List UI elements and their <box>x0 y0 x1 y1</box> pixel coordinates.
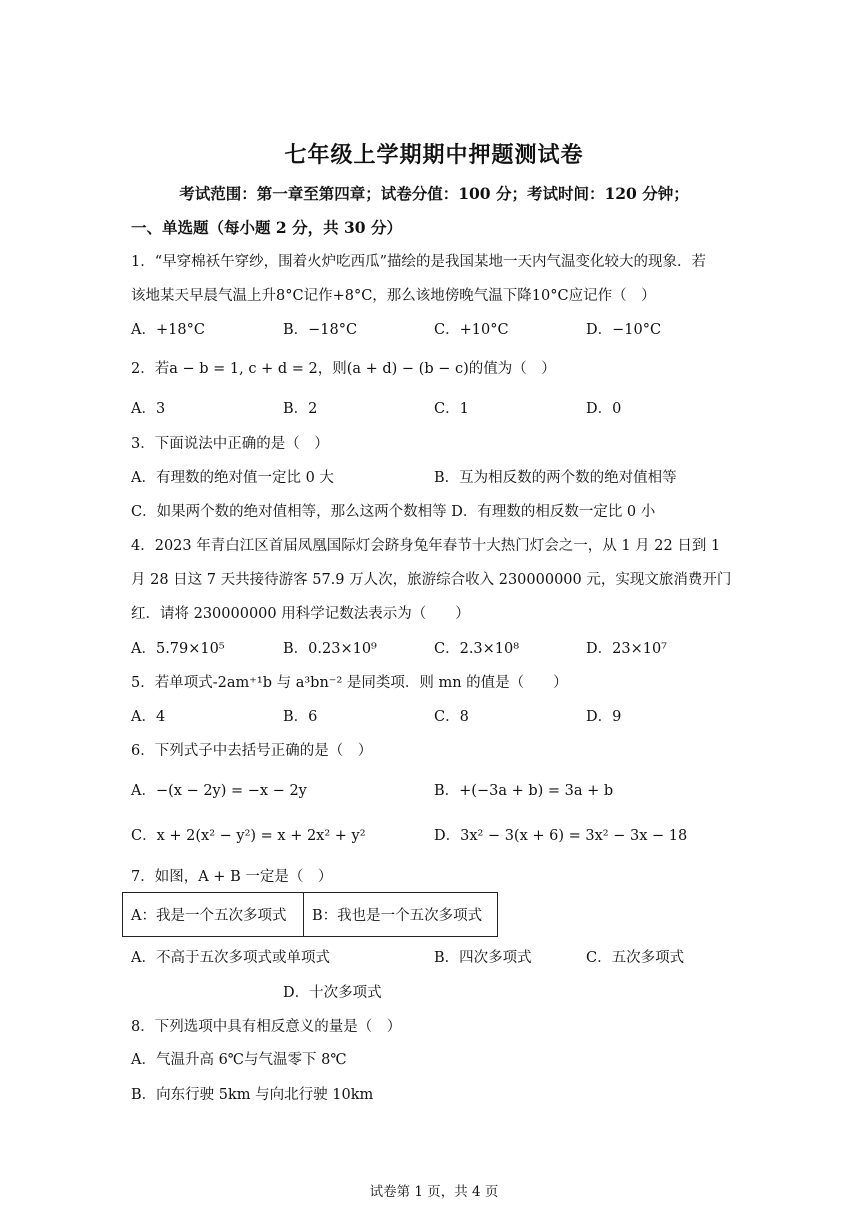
q5-stem: 5．若单项式-2am⁺¹b 与 a³bn⁻² 是同类项．则 mn 的值是（ ） <box>131 675 568 691</box>
q7-option-b: B．四次多项式 <box>434 950 532 966</box>
q2-stem: 2．若a − b = 1, c + d = 2，则(a + d) − (b − c)的值为（ ） <box>131 361 556 377</box>
q5-option-c: C．8 <box>434 709 469 725</box>
exam-info: 考试范围：第一章至第四章；试卷分值：100 分；考试时间：120 分钟； <box>179 184 689 203</box>
q4-option-d: D．23×10⁷ <box>586 641 667 657</box>
q3-stem: 3．下面说法中正确的是（ ） <box>131 436 329 452</box>
q5-option-d: D．9 <box>586 709 622 725</box>
q3-option-a: A．有理数的绝对值一定比 0 大 <box>131 470 334 486</box>
q7-option-c: C．五次多项式 <box>586 950 685 966</box>
q3-options-cd: C．如果两个数的绝对值相等，那么这两个数相等 D．有理数的相反数一定比 0 小 <box>131 504 656 520</box>
q4-option-c: C．2.3×10⁸ <box>434 641 520 657</box>
q1-option-a: A．+18°C <box>131 322 205 338</box>
q1-stem-line2: 该地某天早晨气温上升8°C记作+8°C，那么该地傍晚气温下降10°C应记作（ ） <box>131 288 656 304</box>
q1-stem-line1: 1．“早穿棉袄午穿纱，围着火炉吃西瓜”描绘的是我国某地一天内气温变化较大的现象．若 <box>131 254 707 270</box>
q4-option-a: A．5.79×10⁵ <box>131 641 225 657</box>
q5-option-b: B．6 <box>283 709 318 725</box>
q6-option-a: A．−(x − 2y) = −x − 2y <box>131 783 307 799</box>
section-heading: 一、单选题（每小题 2 分，共 30 分） <box>131 218 402 237</box>
q7-figure-table <box>122 892 498 937</box>
q5-option-a: A．4 <box>131 709 166 725</box>
page-footer: 试卷第 1 页，共 4 页 <box>369 1184 499 1200</box>
q2-option-c: C．1 <box>434 401 469 417</box>
q8-stem: 8．下列选项中具有相反意义的量是（ ） <box>131 1019 402 1035</box>
q7-figure-cell-a: A：我是一个五次多项式 <box>123 893 304 936</box>
q2-option-d: D．0 <box>586 401 622 417</box>
q4-stem-line1: 4．2023 年青白江区首届凤凰国际灯会跻身兔年春节十大热门灯会之一，从 1 月 22 日到 1 <box>131 538 721 554</box>
q1-option-b: B．−18°C <box>283 322 358 338</box>
q6-option-b: B．+(−3a + b) = 3a + b <box>434 783 614 799</box>
q8-option-b: B．向东行驶 5km 与向北行驶 10km <box>131 1087 374 1103</box>
q4-option-b: B．0.23×10⁹ <box>283 641 377 657</box>
q7-stem: 7．如图，A + B 一定是（ ） <box>131 869 333 885</box>
q2-option-a: A．3 <box>131 401 166 417</box>
q1-option-d: D．−10°C <box>586 322 662 338</box>
q4-stem-line3: 红．请将 230000000 用科学记数法表示为（ ） <box>131 606 470 622</box>
q7-option-a: A．不高于五次多项式或单项式 <box>131 950 330 966</box>
q8-option-a: A．气温升高 6℃与气温零下 8℃ <box>131 1052 347 1068</box>
q2-option-b: B．2 <box>283 401 318 417</box>
q4-stem-line2: 月 28 日这 7 天共接待游客 57.9 万人次，旅游综合收入 230000000 元，实现文旅消费开门 <box>131 572 732 588</box>
q7-figure-cell-b: B：我也是一个五次多项式 <box>312 908 483 924</box>
page-title: 七年级上学期期中押题测试卷 <box>284 142 584 168</box>
q7-option-d: D．十次多项式 <box>283 985 382 1001</box>
q1-option-c: C．+10°C <box>434 322 509 338</box>
q6-option-d: D．3x² − 3(x + 6) = 3x² − 3x − 18 <box>434 828 688 844</box>
q6-option-c: C．x + 2(x² − y²) = x + 2x² + y² <box>131 828 366 844</box>
q6-stem: 6．下列式子中去括号正确的是（ ） <box>131 743 373 759</box>
q3-option-b: B．互为相反数的两个数的绝对值相等 <box>434 470 677 486</box>
